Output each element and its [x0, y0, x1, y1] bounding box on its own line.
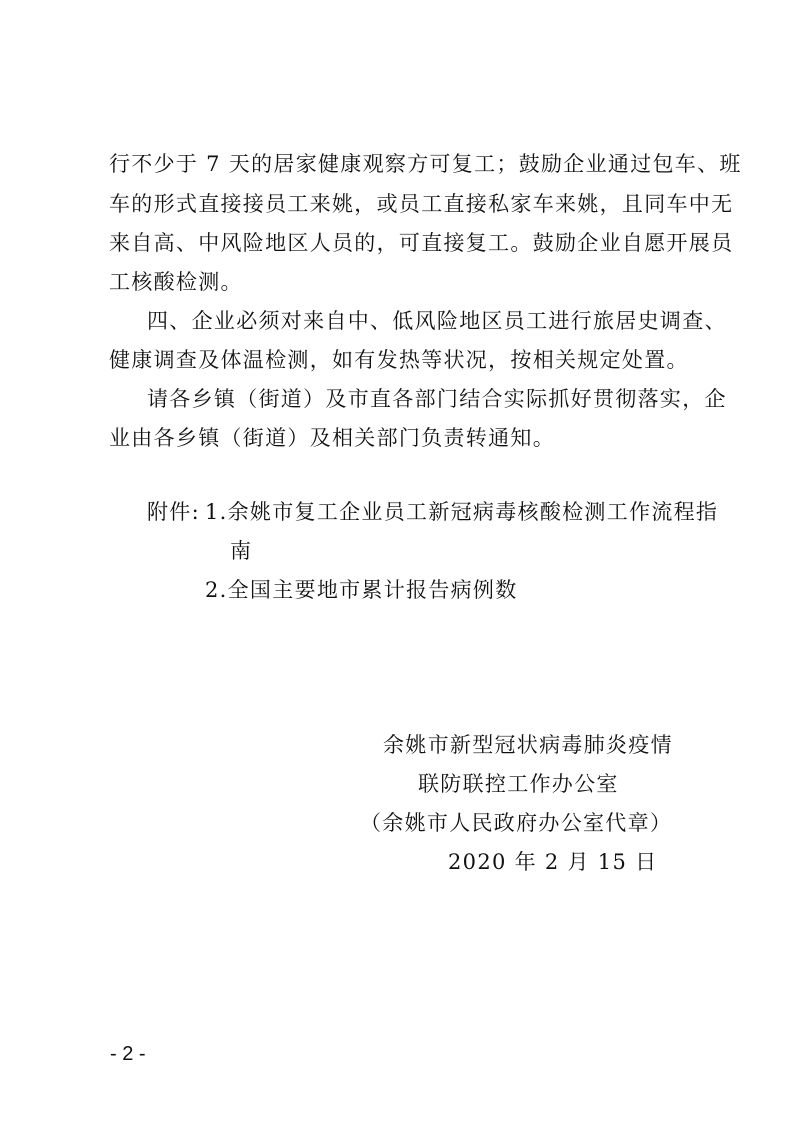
paragraph-line: 工核酸检测。: [109, 270, 243, 294]
issuer-name: 余姚市新型冠状病毒肺炎疫情: [383, 733, 673, 757]
paragraph-line: 四、企业必须对来自中、低风险地区员工进行旅居史调查、: [147, 309, 727, 333]
attachment-item-1-continued: 南: [230, 539, 253, 563]
attachments-label: 附件:: [147, 500, 200, 524]
issuer-seal-note: （余姚市人民政府办公室代章）: [360, 811, 673, 835]
page-number: - 2 -: [110, 1043, 146, 1065]
paragraph-line: 业由各乡镇（街道）及相关部门负责转通知。: [109, 426, 555, 450]
attachment-item-1: 1.余姚市复工企业员工新冠病毒核酸检测工作流程指: [205, 500, 719, 524]
paragraph-line: 行不少于 7 天的居家健康观察方可复工；鼓励企业通过包车、班: [109, 152, 742, 176]
issuer-office: 联防联控工作办公室: [418, 772, 619, 796]
issue-date: 2020 年 2 月 15 日: [448, 850, 658, 874]
paragraph-line: 车的形式直接接员工来姚，或员工直接私家车来姚，且同车中无: [109, 192, 734, 216]
attachment-item-2: 2.全国主要地市累计报告病例数: [205, 578, 518, 602]
paragraph-line: 健康调查及体温检测，如有发热等状况，按相关规定处置。: [109, 348, 689, 372]
paragraph-line: 来自高、中风险地区人员的，可直接复工。鼓励企业自愿开展员: [109, 231, 734, 255]
paragraph-line: 请各乡镇（街道）及市直各部门结合实际抓好贯彻落实，企: [147, 387, 727, 411]
